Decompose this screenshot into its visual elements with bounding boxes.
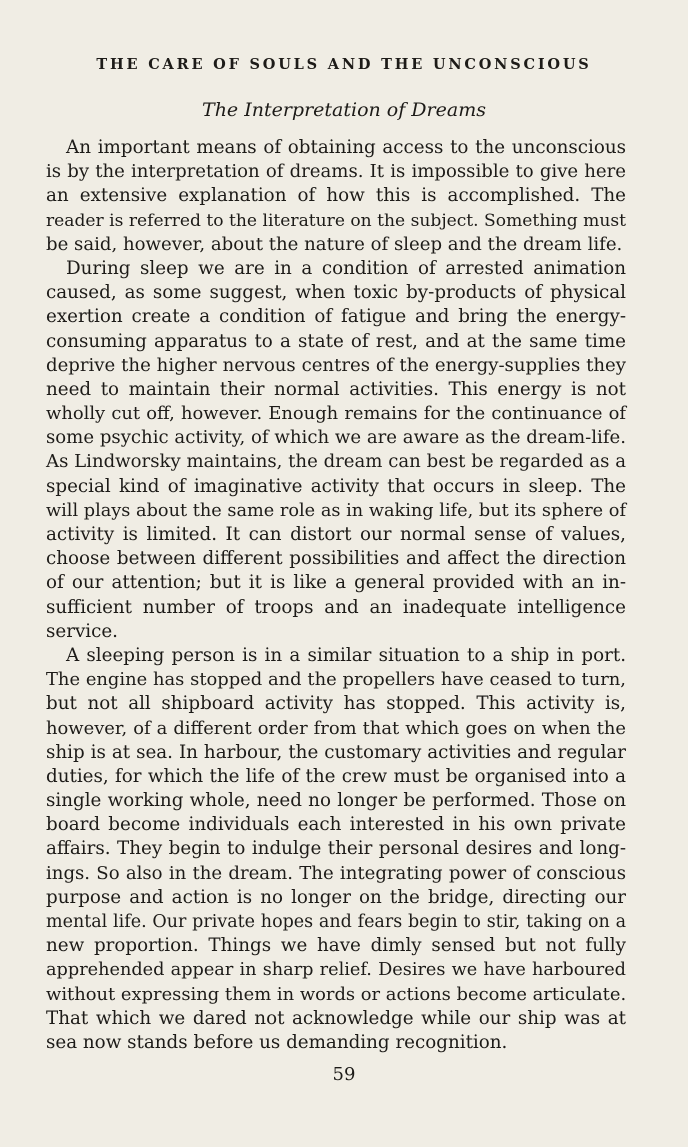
text-line: some psychic activity, of which we are aware as the dream-life. (46, 427, 626, 449)
text-line: apprehended appear in sharp relief. Desires we have harboured (46, 960, 626, 981)
text-line: deprive the higher nervous centres of the energy-supplies they (46, 354, 626, 376)
text-line: reader is referred to the literature on the subject. Something must (46, 210, 626, 231)
text-line: That which we dared not acknowledge while our ship was at (46, 1007, 626, 1029)
text-line: ship is at sea. In harbour, the customary activities and regular (46, 741, 626, 763)
text-line: however, of a different order from that which goes on when the (46, 717, 626, 739)
text-line: sea now stands before us demanding recognition. (46, 1031, 508, 1053)
text-line: A sleeping person is in a similar situation to a ship in port. (66, 644, 626, 666)
text-line: be said, however, about the nature of sleep and the dream life. (46, 233, 623, 255)
text-line: single working whole, need no longer be performed. Those on (46, 790, 626, 812)
text-line: is by the interpretation of dreams. It is impossible to give here (46, 161, 626, 183)
text-line: activity is limited. It can distort our normal sense of values, (46, 524, 626, 545)
body-text (46, 136, 626, 1055)
text-line: will plays about the same role as in waking life, but its sphere of (46, 500, 626, 521)
text-line: affairs. They begin to indulge their personal desires and long- (46, 838, 626, 860)
text-line: ings. So also in the dream. The integrating power of conscious (46, 862, 626, 884)
text-line: need to maintain their normal activities. This energy is not (46, 378, 626, 400)
text-line: but not all shipboard activity has stopped. This activity is, (46, 693, 626, 715)
text-line: service. (46, 620, 118, 642)
text-line: board become individuals each interested in his own private (46, 814, 626, 836)
page-number: 59 (332, 1064, 356, 1085)
text-line: During sleep we are in a condition of arrested animation (66, 257, 626, 279)
text-line: As Lindworsky maintains, the dream can best be regarded as a (46, 451, 626, 473)
text-line: caused, as some suggest, when toxic by-products of physical (46, 282, 626, 304)
text-line: An important means of obtaining access to the unconscious (66, 137, 626, 158)
text-line: duties, for which the life of the crew must be organised into a (46, 765, 626, 787)
text-line: without expressing them in words or actions become articulate. (46, 983, 627, 1005)
text-line: wholly cut off, however. Enough remains for the continuance of (46, 403, 626, 425)
text-line: consuming apparatus to a state of rest, and at the same time (46, 330, 626, 352)
section-title: The Interpretation of Dreams (202, 99, 486, 121)
text-line: an extensive explanation of how this is accomplished. The (46, 185, 626, 207)
text-line: mental life. Our private hopes and fears begin to stir, taking on a (46, 912, 626, 932)
text-line: The engine has stopped and the propellers have ceased to turn, (46, 669, 626, 691)
text-line: exertion create a condition of fatigue and bring the energy- (46, 306, 626, 328)
text-line: new proportion. Things we have dimly sensed but not fully (46, 935, 626, 957)
text-line: of our attention; but it is like a general provided with an in- (46, 572, 626, 594)
text-line: purpose and action is no longer on the bridge, directing our (46, 886, 626, 908)
text-line: choose between different possibilities and affect the direction (46, 548, 626, 570)
running-head: THE CARE OF SOULS AND THE UNCONSCIOUS (96, 56, 592, 73)
text-line: special kind of imaginative activity that occurs in sleep. The (46, 475, 626, 497)
text-line: sufficient number of troops and an inadequate intelligence (46, 596, 626, 618)
